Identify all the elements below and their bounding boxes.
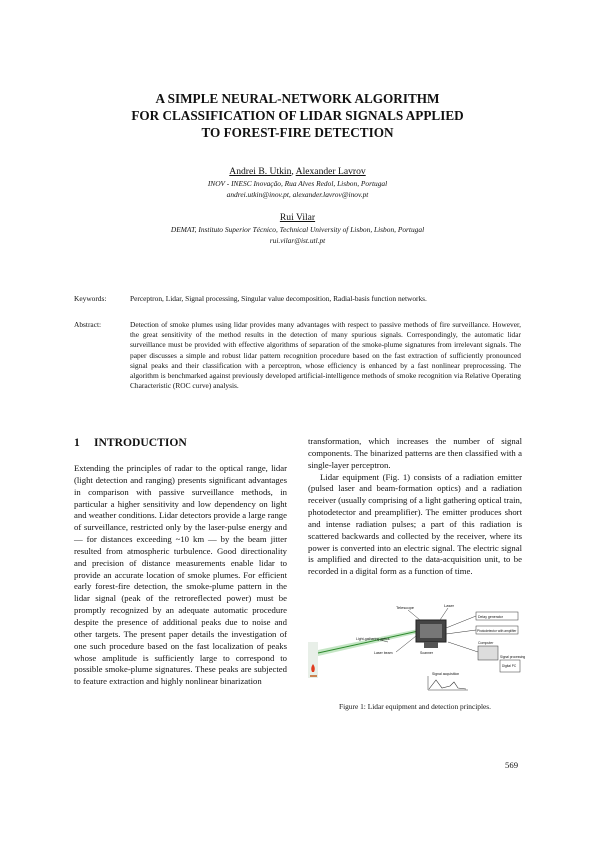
label-delay: Delay generator — [478, 615, 503, 619]
label-digital-pc: Digital PC — [502, 664, 517, 668]
section-heading — [74, 436, 187, 449]
label-computer: Computer — [478, 641, 494, 645]
affiliation-1: INOV - INESC Inovação, Rua Alves Redol, Lisbon, Portugal — [207, 179, 388, 188]
smoke-plume-shape — [308, 642, 318, 678]
lidar-diagram — [308, 598, 526, 692]
label-signal-processing: Signal processing — [500, 655, 526, 659]
telescope-shape — [420, 624, 442, 638]
title-line-2: FOR CLASSIFICATION OF LIDAR SIGNALS APPLIED — [131, 108, 464, 123]
section-number: 1 — [74, 436, 80, 449]
paper-title — [60, 90, 535, 141]
page-number: 569 — [505, 760, 519, 770]
title-line-1: A SIMPLE NEURAL-NETWORK ALGORITHM — [155, 91, 440, 106]
emails-1: andrei.utkin@inov.pt, alexander.lavrov@inov.pt — [226, 190, 369, 199]
figure-1 — [308, 598, 526, 692]
title-line-3: TO FOREST-FIRE DETECTION — [201, 125, 394, 140]
label-laser-beam: Laser beam — [374, 651, 393, 655]
intro-paragraph-3: Lidar equipment (Fig. 1) consists of a radiation emitter (pulsed laser and beam-formation optics) and a radiation receiver (usually comprising of a light gathering optical train, photodetector and preamplifier). The emitter produces short and intense radiation pulses; a part of this radiation is scattered backwards and collected by the receiver, where its power is converted into an electric signal. The electric signal is amplified and directed to the data-acquisition unit, to be recorded in a digital form as a function of time. — [308, 471, 522, 577]
label-photo-amp: Photodetector with amplifier — [477, 629, 517, 633]
signal-trace — [429, 680, 466, 689]
keywords-text: Perceptron, Lidar, Signal processing, Singular value decomposition, Radial-basis function networks. — [130, 294, 427, 303]
intro-paragraph-1: Extending the principles of radar to the optical range, lidar (light detection and ranging) presents significant advantages in comparison with passive surveillance methods, in particular a higher sensitivity and low dependency on light and weather conditions. Lidar detectors provide a large range of surveillance, restricted only by the laser-pulse energy and — for distances exceeding ~10 km — by the beam jitter resulted from atmospheric turbulence. Good directionality and precision of distance measurements enable lidar to provide an accurate location of smoke plumes. For efficient early forest-fire detection, the smoke-plume pattern in the lidar signal (peak of the retroreflected power) must be promptly recognized by an adequate automatic procedure despite the presence of additional peaks due to noise and other targets. The present paper details the investigation of one such procedure based on the fast localization of peaks whose amplitude is sufficiently large to correspond to possible smoke-plume signatures. These peaks are subjected to feature extraction and highly nonlinear binarization — [74, 463, 287, 687]
figure-caption: Figure 1: Lidar equipment and detection principles. — [338, 702, 492, 711]
keywords-label: Keywords: — [74, 294, 107, 303]
section-title: INTRODUCTION — [94, 436, 187, 449]
author-group-2 — [60, 212, 535, 246]
laser-beam-line — [318, 630, 423, 653]
author-separator: , — [291, 166, 296, 177]
label-laser: Laser — [444, 603, 455, 608]
author-lavrov: Alexander Lavrov — [295, 166, 366, 177]
label-signal-acquisition: Signal acquisition — [432, 672, 460, 676]
label-light-gathering: Light-gathering optics — [356, 637, 390, 641]
scanner-base — [424, 642, 438, 648]
author-group-1 — [60, 166, 535, 200]
left-column — [74, 463, 287, 688]
abstract-text: Detection of smoke plumes using lidar provides many advantages with respect to passive methods of fire surveillance. However, the great sensitivity of the method results in the detection of many spurious signals. Correspondingly, the automatic lidar surveillance must be provided with effective algorithms of separation of the smoke-plume signatures from irrelevant signals. The paper discusses a simple and robust lidar pattern recognition procedure based on the fast extraction of sufficiently pronounced signal peaks and their classification with a perceptron, whose efficiency is enhanced by a fast nonlinear preprocessing. The algorithm is benchmarked against previously developed artificial-intelligence methods of smoke recognition via Relative Operating Characteristic (ROC curve) analysis. — [130, 320, 521, 391]
email-2: rui.vilar@ist.utl.pt — [269, 236, 326, 245]
right-column — [308, 436, 522, 578]
author-utkin: Andrei B. Utkin — [229, 166, 292, 177]
intro-paragraph-2: transformation, which increases the number of signal components. The binarized patterns are then classified with a single-layer perceptron. — [308, 436, 522, 470]
author-names-1 — [60, 166, 535, 178]
label-telescope: Telescope — [396, 605, 415, 610]
author-vilar: Rui Vilar — [279, 212, 316, 223]
computer-icon — [478, 646, 498, 660]
affiliation-2: DEMAT, Instituto Superior Técnico, Technical University of Lisbon, Lisbon, Portugal — [170, 225, 425, 234]
abstract-label: Abstract: — [74, 320, 102, 329]
label-scanner: Scanner — [420, 651, 434, 655]
